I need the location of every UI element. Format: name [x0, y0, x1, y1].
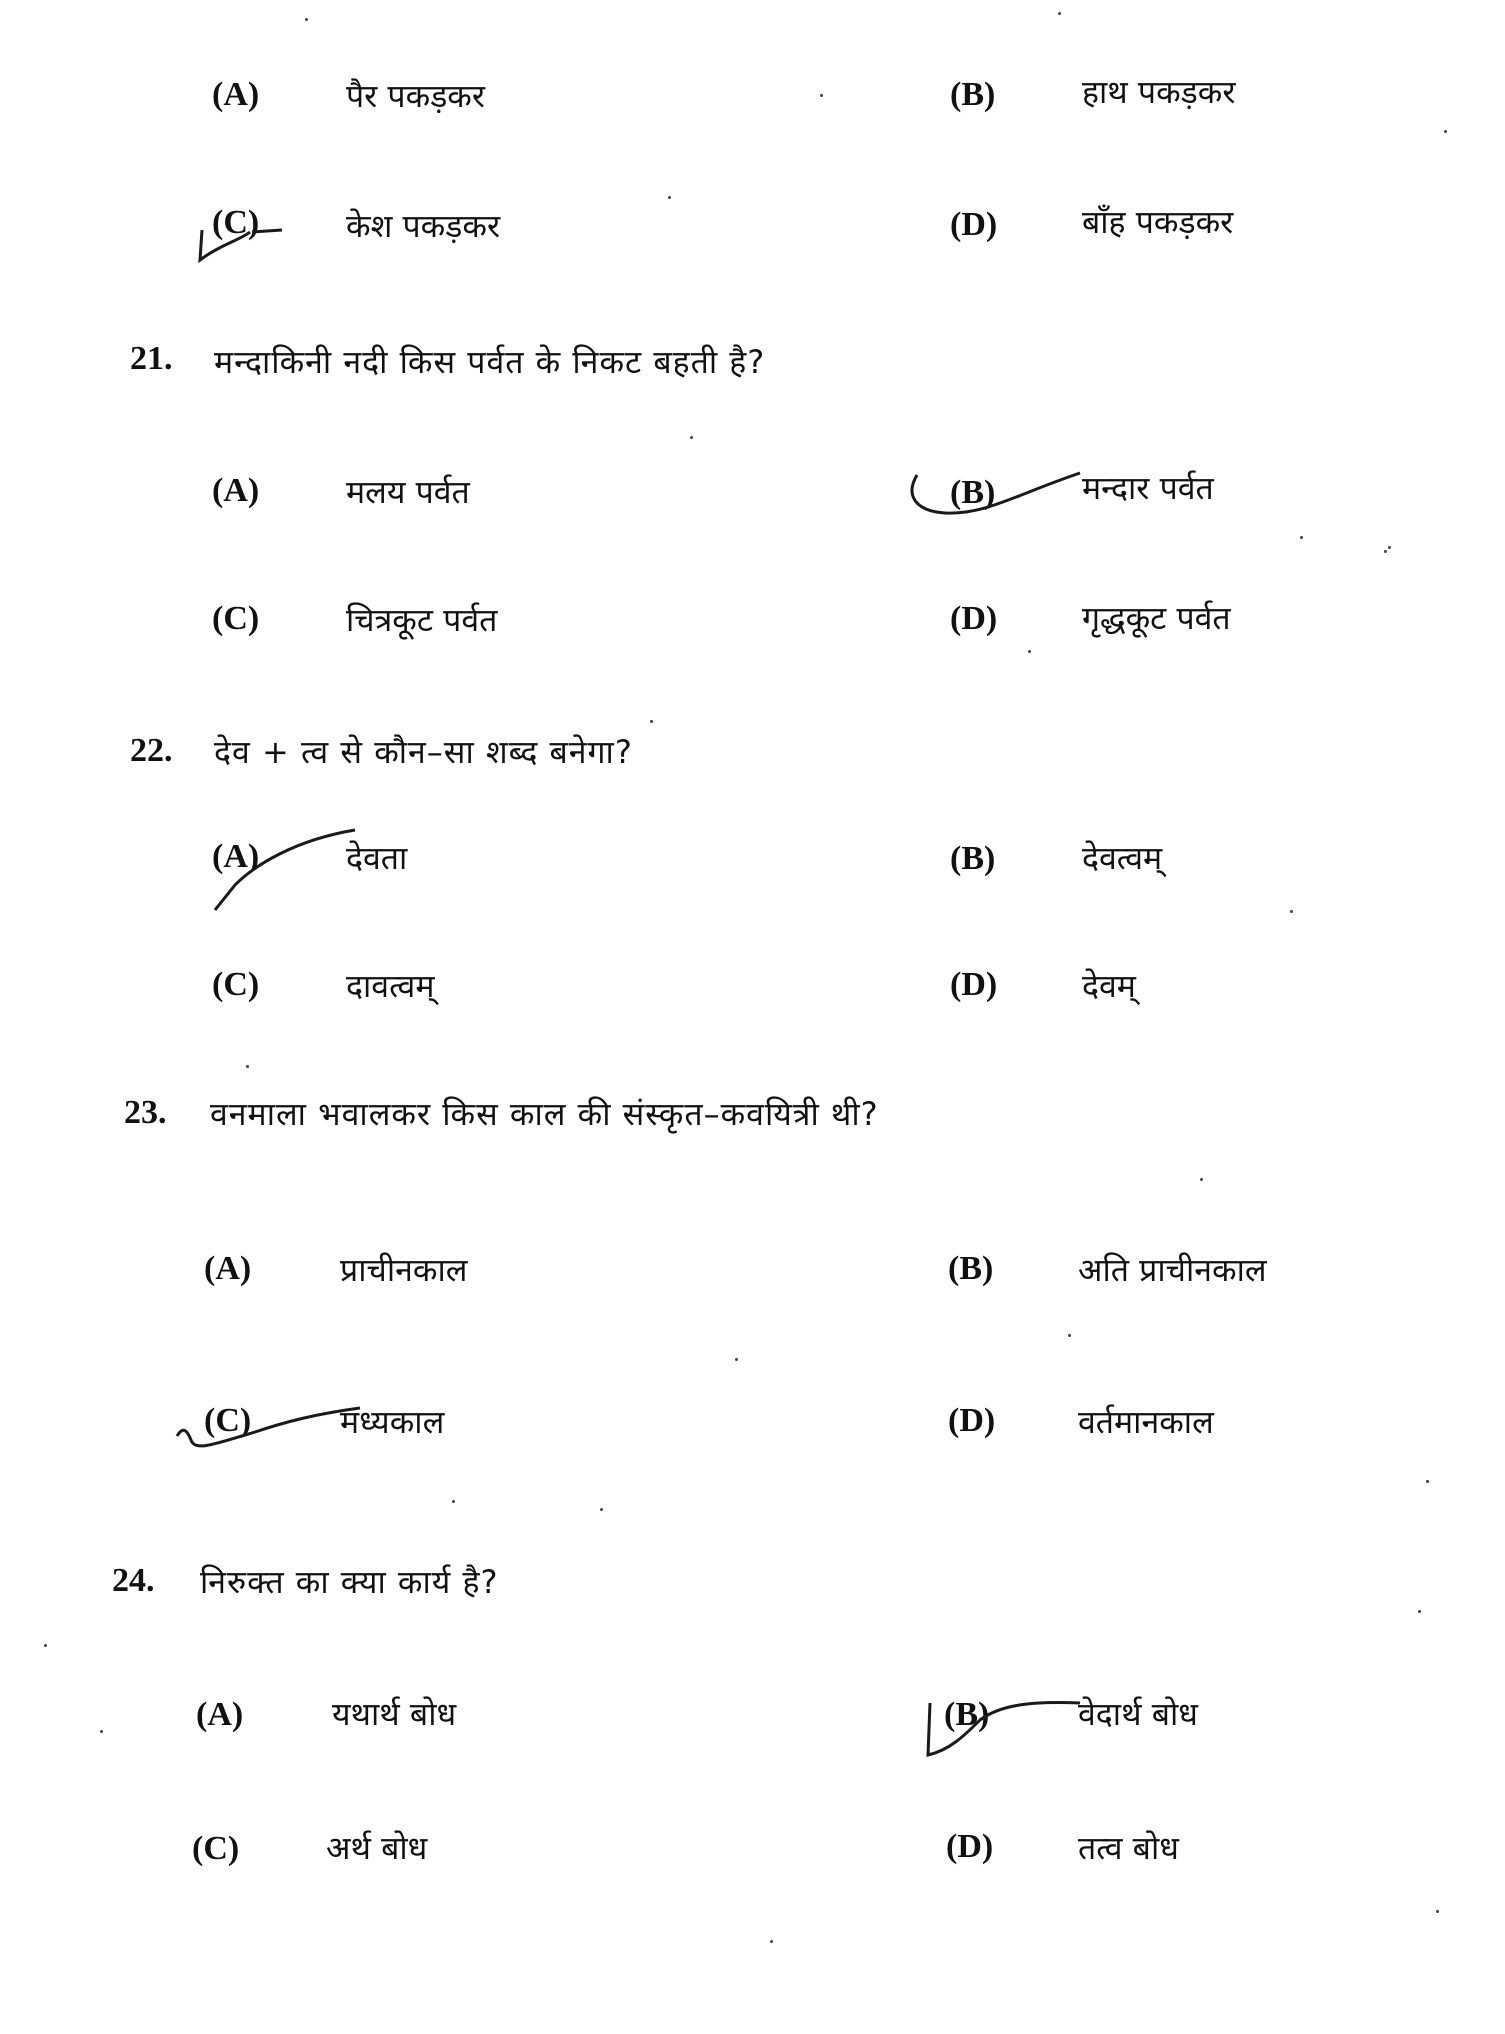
question-text: देव + त्व से कौन–सा शब्द बनेगा?: [214, 733, 633, 771]
option-label-a: (A): [212, 472, 260, 509]
question-text: निरुक्त का क्या कार्य है?: [200, 1563, 499, 1601]
option-text-c: दावत्वम्: [346, 967, 435, 1005]
option-text-b: वेदार्थ बोध: [1078, 1695, 1198, 1733]
question-text: मन्दाकिनी नदी किस पर्वत के निकट बहती है?: [214, 343, 766, 381]
option-text-d: तत्व बोध: [1078, 1829, 1179, 1867]
option-text-c: चित्रकूट पर्वत: [346, 601, 498, 639]
option-text-d: वर्तमानकाल: [1078, 1403, 1214, 1441]
option-text-d: देवम्: [1082, 967, 1136, 1005]
option-label-d: (D): [946, 1828, 994, 1865]
pen-tick-mark-icon: [905, 465, 1105, 525]
option-text-c: अर्थ बोध: [326, 1829, 428, 1867]
option-text-d: गृद्धकूट पर्वत: [1082, 599, 1231, 637]
option-label-c: (C): [212, 204, 260, 241]
option-text-c: मध्यकाल: [340, 1403, 445, 1441]
option-text-a: देवता: [346, 839, 408, 877]
option-label-b: (B): [950, 474, 996, 511]
option-label-d: (D): [950, 966, 998, 1003]
option-label-b: (B): [950, 76, 996, 113]
question-number: 22.: [130, 732, 173, 769]
option-text-a: प्राचीनकाल: [340, 1251, 468, 1289]
option-label-a: (A): [204, 1250, 252, 1287]
question-number: 24.: [112, 1562, 155, 1599]
option-text-a: मलय पर्वत: [346, 473, 470, 511]
option-text-a: पैर पकड़कर: [346, 77, 485, 115]
option-text-d: बाँह पकड़कर: [1082, 203, 1234, 241]
option-label-d: (D): [950, 206, 998, 243]
option-label-c: (C): [192, 1830, 240, 1867]
option-label-a: (A): [196, 1696, 244, 1733]
question-number: 23.: [124, 1094, 167, 1131]
option-label-b: (B): [950, 840, 996, 877]
option-text-a: यथार्थ बोध: [332, 1695, 457, 1733]
option-text-b: मन्दार पर्वत: [1082, 469, 1214, 507]
option-label-c: (C): [212, 966, 260, 1003]
option-text-b: देवत्वम्: [1082, 839, 1163, 877]
option-label-b: (B): [944, 1696, 990, 1733]
option-text-b: हाथ पकड़कर: [1082, 73, 1236, 111]
option-label-d: (D): [950, 600, 998, 637]
option-label-a: (A): [212, 838, 260, 875]
question-text: वनमाला भवालकर किस काल की संस्कृत–कवयित्री थी?: [210, 1095, 879, 1133]
option-label-a: (A): [212, 76, 260, 113]
option-text-c: केश पकड़कर: [346, 207, 501, 245]
question-number: 21.: [130, 340, 173, 377]
option-label-d: (D): [948, 1402, 996, 1439]
option-label-c: (C): [212, 600, 260, 637]
option-label-b: (B): [948, 1250, 994, 1287]
option-text-b: अति प्राचीनकाल: [1078, 1251, 1267, 1289]
option-label-c: (C): [204, 1402, 252, 1439]
pen-tick-mark-icon: [165, 1400, 365, 1460]
